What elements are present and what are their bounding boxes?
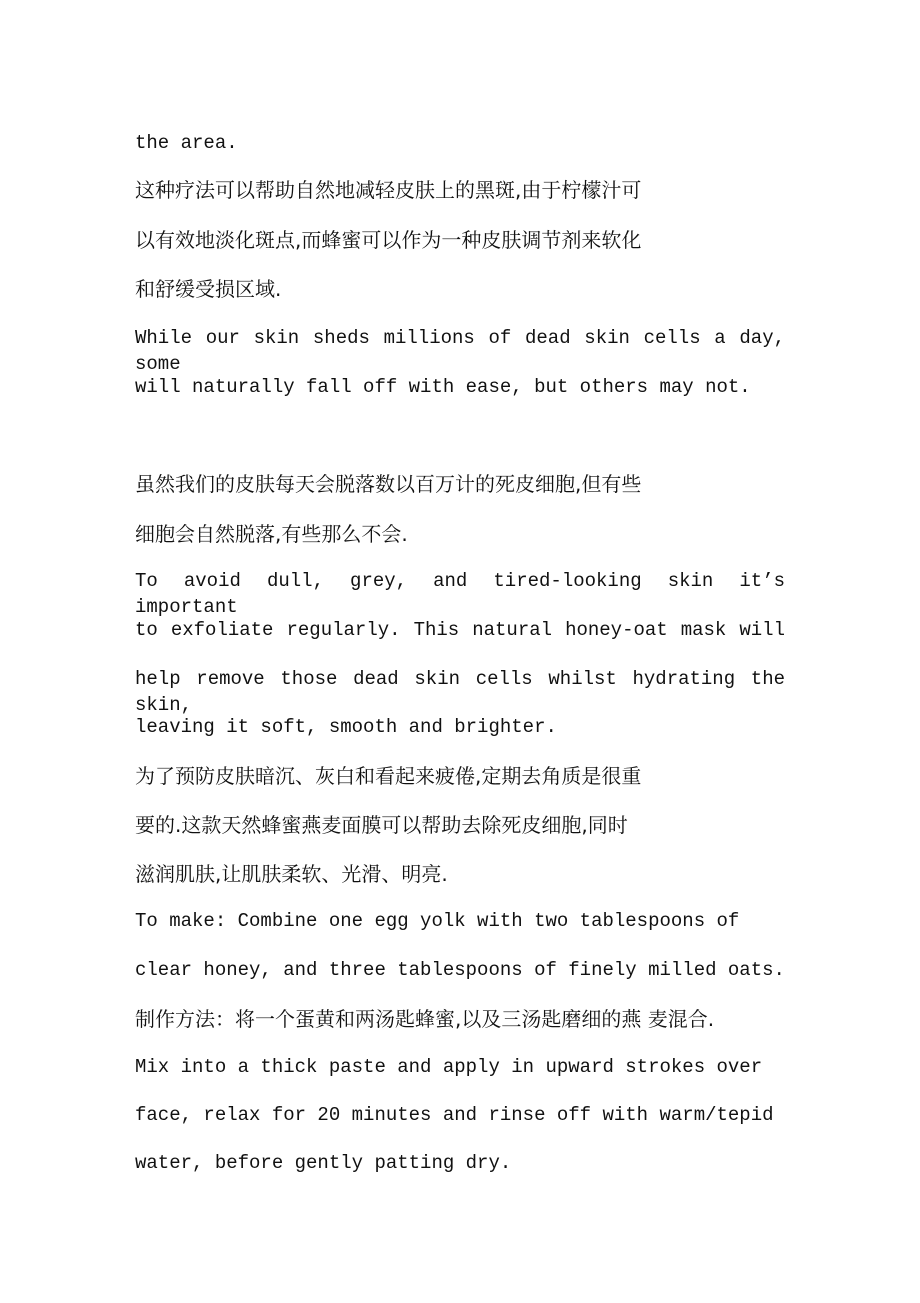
text-line: To make: Combine one egg yolk with two tablespoons of bbox=[135, 910, 740, 932]
text-line: to exfoliate regularly. This natural honey-oat mask will bbox=[135, 619, 785, 641]
text-line: help remove those dead skin cells whilst hydrating the skin, bbox=[135, 668, 785, 716]
text-line: 细胞会自然脱落,有些那么不会. bbox=[135, 522, 408, 546]
text-line: To avoid dull, grey, and tired-looking skin it’s important bbox=[135, 570, 785, 618]
text-line: Mix into a thick paste and apply in upward strokes over bbox=[135, 1056, 763, 1078]
text-line: leaving it soft, smooth and brighter. bbox=[135, 716, 557, 738]
text-line: 为了预防皮肤暗沉、灰白和看起来疲倦,定期去角质是很重 bbox=[135, 764, 642, 788]
text-line: 制作方法：将一个蛋黄和两汤匙蜂蜜,以及三汤匙磨细的燕 麦混合. bbox=[135, 1007, 715, 1031]
text-line: the area. bbox=[135, 132, 238, 154]
text-line: 这种疗法可以帮助自然地减轻皮肤上的黑斑,由于柠檬汁可 bbox=[135, 178, 642, 202]
text-line: water, before gently patting dry. bbox=[135, 1152, 512, 1174]
text-line: 虽然我们的皮肤每天会脱落数以百万计的死皮细胞,但有些 bbox=[135, 472, 642, 496]
text-line: 以有效地淡化斑点,而蜂蜜可以作为一种皮肤调节剂来软化 bbox=[135, 228, 642, 252]
text-line: face, relax for 20 minutes and rinse off with warm/tepid bbox=[135, 1104, 774, 1126]
text-line: While our skin sheds millions of dead skin cells a day, some bbox=[135, 327, 785, 375]
text-line: clear honey, and three tablespoons of finely milled oats. bbox=[135, 959, 785, 981]
text-line: 和舒缓受损区域. bbox=[135, 277, 282, 301]
text-line: 要的.这款天然蜂蜜燕麦面膜可以帮助去除死皮细胞,同时 bbox=[135, 813, 628, 837]
text-line: 滋润肌肤,让肌肤柔软、光滑、明亮. bbox=[135, 862, 448, 886]
text-line: will naturally fall off with ease, but others may not. bbox=[135, 376, 751, 398]
